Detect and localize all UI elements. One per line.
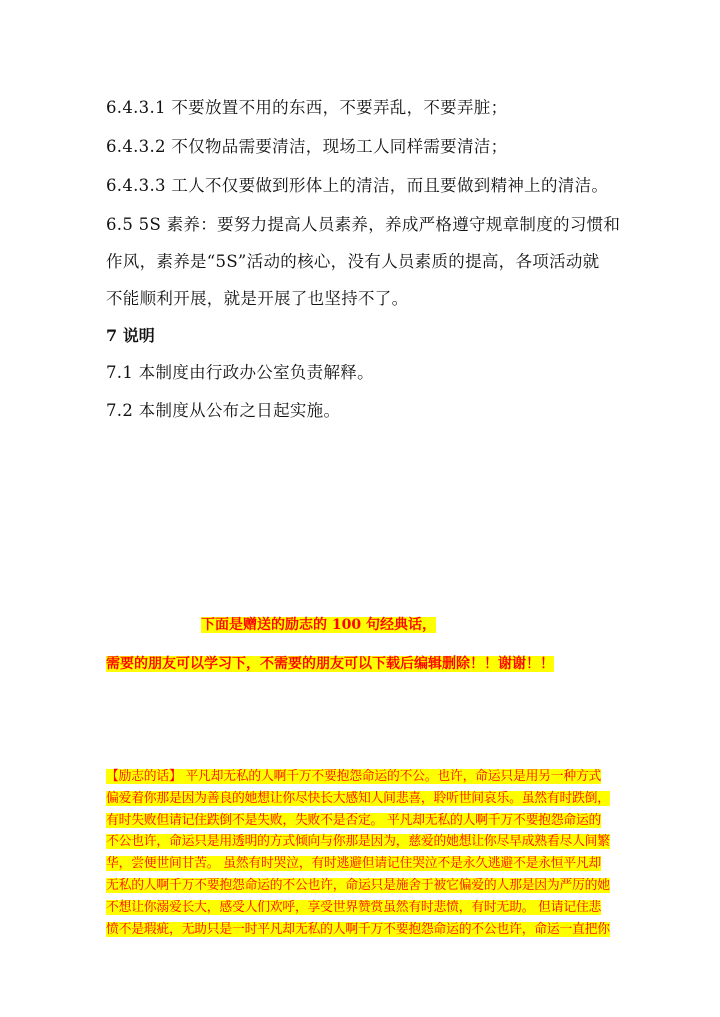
- quote-text: 【励志的话】 平凡却无私的人啊千万不要抱怨命运的不公。也许，命运只是用另一种方式: [106, 769, 602, 784]
- body-line: 6.4.3.2 不仅物品需要清洁，现场工人同样需要清洁；: [106, 137, 508, 156]
- quote-line: [106, 808, 616, 829]
- promo-text-2: 需要的朋友可以学习下，不需要的朋友可以下载后编辑删除！！谢谢！！: [106, 656, 554, 672]
- quote-line: [106, 895, 616, 916]
- body-line: 6.5 5S 素养：要努力提高人员素养，养成严格遵守规章制度的习惯和: [106, 215, 621, 234]
- body-line: 6.4.3.3 工人不仅要做到形体上的清洁，而且要做到精神上的清洁。: [106, 176, 609, 195]
- quote-text: 无私的人啊千万不要抱怨命运的不公也许，命运只是施舍于被它偏爱的人那是因为严厉的她: [106, 877, 610, 893]
- section-line: 7.2 本制度从公布之日起实施。: [106, 401, 341, 420]
- quote-text: 不想让你溺爱长大，感受人们欢呼，享受世界赞赏虽然有时悲愤，有时无助。 但请记住悲: [106, 899, 602, 915]
- quote-text: 有时失败但请记住跌倒不是失败，失败不是否定。 平凡却无私的人啊千万不要抱怨命运的: [106, 812, 602, 828]
- promo-text-1: 下面是赠送的励志的 100 句经典话，: [201, 617, 436, 633]
- quote-line: [106, 917, 616, 938]
- section-heading: 7 说明: [106, 326, 155, 345]
- quote-block: [106, 764, 616, 938]
- quote-line: [106, 873, 616, 894]
- quote-line: [106, 829, 616, 850]
- body-line: 6.4.3.1 不要放置不用的东西，不要弄乱，不要弄脏；: [106, 98, 508, 117]
- promo-line-2: [106, 653, 554, 673]
- quote-line: [106, 851, 616, 872]
- promo-line-1: [201, 614, 436, 634]
- body-line: 作风，素养是“5S”活动的核心，没有人员素质的提高，各项活动就: [106, 252, 600, 271]
- section-line: 7.1 本制度由行政办公室负责解释。: [106, 363, 374, 382]
- quote-line: [106, 786, 616, 807]
- quote-line: [106, 764, 616, 785]
- quote-text: 华，尝便世间甘苦。 虽然有时哭泣，有时逃避但请记住哭泣不是永久逃避不是永恒平凡却: [106, 856, 602, 872]
- body-line: 不能顺利开展，就是开展了也坚持不了。: [106, 289, 409, 308]
- quote-text: 不公也许，命运只是用透明的方式倾向与你那是因为，慈爱的她想让你尽早成熟看尽人间繁: [106, 834, 610, 850]
- quote-text: 愤不是瑕疵，无助只是一时平凡却无私的人啊千万不要抱怨命运的不公也许，命运一直把你: [106, 921, 610, 937]
- quote-text: 偏爱着你那是因为善良的她想让你尽快长大感知人间悲喜，聆听世间哀乐。虽然有时跌倒，: [106, 790, 610, 806]
